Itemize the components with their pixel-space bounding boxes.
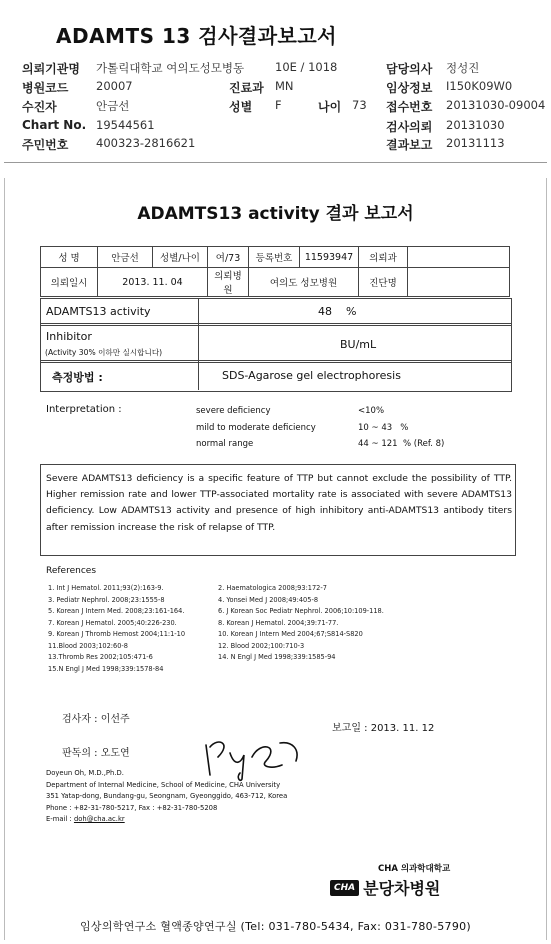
logo-university: CHA 의과학대학교 [378, 864, 451, 874]
reference-item: 13.Thromb Res 2002;105:471-6 [48, 653, 153, 661]
header-label-clinical-info: 임상정보 [386, 81, 433, 95]
reference-item: 3. Pediatr Nephrol. 2008;23:1555-8 [48, 595, 165, 604]
table-cell: 여/73 [208, 247, 249, 268]
doctor-department: Department of Internal Medicine, School of Medicine, CHA University [46, 780, 281, 789]
table-cell: 성별/나이 [153, 247, 208, 268]
header-value-chart-no: 19544561 [96, 118, 155, 132]
doctor-phone: Phone : +82-31-780-5217, Fax : +82-31-780-5208 [46, 803, 218, 812]
doctor-email-line [46, 814, 287, 826]
header-value-doctor: 정성진 [446, 61, 480, 75]
page-title: ADAMTS 13 검사결과보고서 [56, 24, 338, 48]
references-title: References [46, 566, 97, 576]
table-cell: 의뢰병원 [208, 268, 249, 297]
reference-item: 9. Korean J Thromb Hemost 2004;11:1-10 [48, 630, 186, 638]
logo-mark: CHA [330, 880, 359, 896]
report-title: ADAMTS13 activity 결과 보고서 [137, 204, 414, 224]
email-label: E-mail : [46, 815, 72, 824]
inhibitor-note: (Activity 30% 이하만 실시합니다) [45, 348, 163, 357]
header-label-result-date: 결과보고 [386, 138, 433, 152]
header-value-department: MN [275, 79, 294, 93]
table-cell: 2013. 11. 04 [98, 268, 208, 297]
patient-info-table [40, 246, 510, 297]
header-label-sex: 성별 [229, 100, 253, 114]
reference-item: 10. Korean J Intern Med 2004;67;S814-S820 [218, 630, 363, 638]
tester: 검사자 : 이선주 [62, 714, 130, 725]
activity-label: ADAMTS13 activity [46, 305, 151, 318]
method-label: 측정방법 : [52, 371, 103, 384]
doctor-name: Doyeun Oh, M.D.,Ph.D. [46, 769, 124, 777]
table-row [41, 268, 510, 297]
divider [198, 323, 199, 361]
interpretation-label-mild: mild to moderate deficiency [196, 423, 316, 433]
email-link[interactable]: doh@cha.ac.kr [73, 815, 125, 824]
footer-contact: 임상의학연구소 혈액종양연구실 (Tel: 031-780-5434, Fax: 031-780-5790) [79, 920, 472, 933]
table-row [41, 247, 510, 268]
reference-item: 6. J Korean Soc Pediatr Nephrol. 2006;10:109-118. [218, 607, 384, 615]
doctor-info [46, 768, 287, 826]
references-right [218, 584, 384, 665]
logo-hospital-name: 분당차병원 [363, 879, 441, 898]
header-label-doctor: 담당의사 [386, 62, 433, 76]
interpretation-value-normal: 44 ~ 121 % (Ref. 8) [358, 439, 445, 449]
table-cell: 등록번호 [249, 247, 300, 268]
header-label-patient: 수진자 [22, 100, 57, 114]
table-cell: 의뢰일시 [41, 268, 98, 297]
activity-unit: % [346, 305, 357, 318]
header-value-ward: 10E / 1018 [275, 60, 338, 74]
interpretation-value-mild: 10 ~ 43 % [358, 423, 409, 433]
header-label-resident-no: 주민번호 [22, 138, 69, 152]
reference-item: 7. Korean J Hematol. 2005;40:226-230. [48, 618, 177, 627]
doctor-address: 351 Yatap-dong, Bundang-gu, Seongnam, Gyeonggido, 463-712, Korea [46, 792, 288, 801]
reference-item: 15.N Engl J Med 1998;339:1578-84 [48, 664, 164, 673]
header-label-chart-no: Chart No. [22, 118, 87, 132]
header-value-result-date: 20131113 [446, 136, 505, 150]
header-value-clinical-info: I150K09W0 [446, 79, 513, 93]
header-label-age: 나이 [318, 100, 342, 114]
inhibitor-label: Inhibitor [46, 330, 92, 343]
reference-item: 14. N Engl J Med 1998;339:1585-94 [218, 653, 336, 661]
hospital-logo [330, 876, 440, 899]
reference-item: 5. Korean J Intern Med. 2008;23:161-164. [48, 607, 185, 615]
header-value-accession: 20131030-09004 [446, 98, 546, 112]
reference-item: 12. Blood 2002;100:710-3 [218, 641, 305, 650]
header-label-accession: 접수번호 [386, 100, 433, 114]
interpretation-label: Interpretation : [46, 404, 122, 415]
report-date: 보고일 : 2013. 11. 12 [332, 723, 435, 734]
divider [198, 298, 199, 324]
reader: 판독의 : 오도연 [62, 748, 130, 759]
activity-value: 48 [318, 305, 332, 318]
interpretation-label-normal: normal range [196, 439, 254, 449]
reference-item: 1. Int J Hematol. 2011;93(2):163-9. [48, 584, 164, 592]
reference-item: 11.Blood 2003;102:60-8 [48, 641, 128, 650]
header-value-resident-no: 400323-2816621 [96, 136, 196, 150]
method-value: SDS-Agarose gel electrophoresis [222, 369, 401, 382]
table-cell: 의뢰과 [359, 247, 408, 268]
note-paragraph: Severe ADAMTS13 deficiency is a specific feature of TTP but cannot exclude the possibility of TTP. Higher remission rate and lower TTP-associated mortality rate is associated with severe ADAMTS13 deficiency. Low ADAMTS13 activity and presence of high inhibitory anti-ADAMTS13 antibody titers after remission increase the risk of relapse of TTP. [46, 473, 512, 533]
header-value-request-date: 20131030 [446, 118, 505, 132]
reference-item: 4. Yonsei Med J 2008;49:405-8 [218, 595, 319, 604]
table-cell [408, 268, 510, 297]
header-value-hospital-code: 20007 [96, 79, 133, 93]
divider [198, 360, 199, 390]
table-cell: 성 명 [41, 247, 98, 268]
table-cell: 진단명 [359, 268, 408, 297]
inhibitor-unit: BU/mL [340, 338, 377, 351]
table-cell: 여의도 성모병원 [249, 268, 359, 297]
header-label-institution: 의뢰기관명 [22, 62, 80, 76]
header-label-hospital-code: 병원코드 [22, 81, 69, 95]
reference-item: 2. Haematologica 2008;93:172-7 [218, 584, 327, 592]
table-cell [408, 247, 510, 268]
header-value-institution: 가톨릭대학교 여의도성모병동 [96, 61, 245, 75]
header-value-age: 73 [352, 98, 367, 112]
table-cell: 11593947 [300, 247, 359, 268]
interpretation-value-severe: <10% [358, 406, 385, 416]
header-label-department: 진료과 [229, 81, 264, 95]
interpretation-label-severe: severe deficiency [196, 406, 271, 416]
table-cell: 안금선 [98, 247, 153, 268]
references-left [48, 584, 185, 676]
reference-item: 8. Korean J Hematol. 2004;39:71-77. [218, 618, 339, 627]
header-label-request-date: 검사의뢰 [386, 120, 433, 134]
header-value-sex: F [275, 98, 282, 112]
header-value-patient: 안금선 [96, 99, 130, 113]
